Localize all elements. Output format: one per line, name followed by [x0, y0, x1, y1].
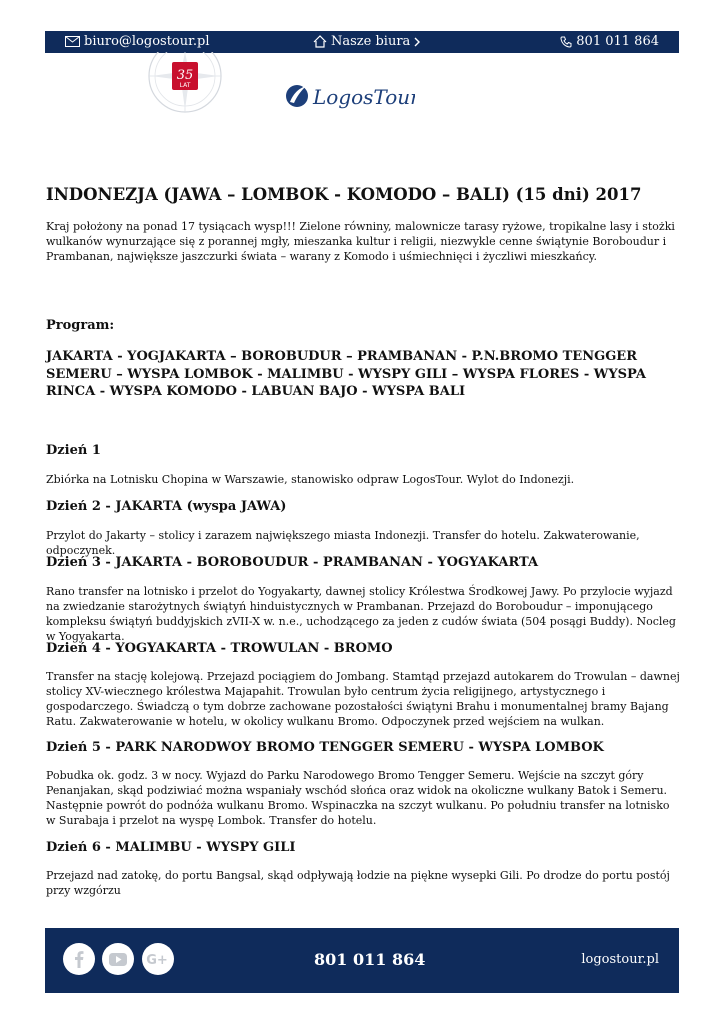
- day-text: Przejazd nad zatokę, do portu Bangsal, skąd odpływają łodzie na piękne wysepki Gili. Po drodze do portu postój przy wzgórzu: [46, 869, 670, 897]
- day-heading: Dzień 5 - PARK NARODWOY BROMO TENGGER SEMERU - WYSPA LOMBOK: [46, 740, 604, 755]
- day-heading: Dzień 4 - YOGYAKARTA - TROWULAN - BROMO: [46, 641, 393, 656]
- anniversary-badge: [146, 52, 224, 114]
- email-text: biuro@logostour.pl: [84, 34, 210, 49]
- page-title: INDONEZJA (JAWA – LOMBOK - KOMODO – BALI) (15 dni) 2017: [46, 185, 642, 204]
- logostour-logo[interactable]: [285, 76, 415, 116]
- youtube-button[interactable]: [102, 943, 134, 975]
- offices-link[interactable]: [313, 34, 421, 49]
- day-text: Pobudka ok. godz. 3 w nocy. Wyjazd do Parku Narodowego Bromo Tengger Semeru. Wejście na szczyt góry Penanjakan, skąd podziwiać można wspaniały wschód słońca oraz widok na okoliczne wulkany Batok i Semeru. Następnie powrót do podnóża wulkanu Bromo. Wspinaczka na szczyt wulkanu. Po południu transfer na lotnisko w Surabaja i przelot na wyspę Lombok. Transfer do hotelu.: [46, 769, 670, 827]
- badge-text: LAT: [179, 82, 191, 89]
- facebook-icon: [63, 943, 95, 975]
- envelope-icon: [65, 36, 80, 47]
- route-summary: JAKARTA - YOGJAKARTA – BOROBUDUR – PRAMBANAN - P.N.BROMO TENGGER SEMERU – WYSPA LOMBOK - MALIMBU - WYSPY GILI – WYSPA FLORES - WYSPA RINCA - WYSPA KOMODO - LABUAN BAJO - WYSPA BALI: [46, 349, 646, 399]
- logo-text: LogosTour: [313, 85, 415, 109]
- footer-phone[interactable]: 801 011 864: [314, 950, 426, 969]
- day-text: Zbiórka na Lotnisku Chopina w Warszawie, stanowisko odpraw LogosTour. Wylot do Indonezji.: [46, 473, 575, 486]
- day-text: Przylot do Jakarty – stolicy i zarazem największego miasta Indonezji. Transfer do hotelu. Zakwaterowanie, odpoczynek.: [46, 529, 640, 557]
- offices-text: Nasze biura: [331, 34, 411, 49]
- day-text: Transfer na stację kolejową. Przejazd pociągiem do Jombang. Stamtąd przejazd autokarem do Trowulan – dawnej stolicy XV-wiecznego królestwa Majapahit. Trowulan było centrum życia religijnego, artystycznego i gospodarczego. Świadczą o tym dobrze zachowane pozostałości świątyni Brahu i monumentalnej bramy Bajang Ratu. Zakwaterowanie w hotelu, w okolicy wulkanu Bromo. Odpoczynek przed wejściem na wulkan.: [46, 670, 680, 728]
- facebook-button[interactable]: [63, 943, 95, 975]
- day-heading: Dzień 1: [46, 443, 101, 458]
- badge-number: 35: [176, 68, 194, 83]
- footer-bar: [45, 928, 679, 993]
- home-icon: [313, 35, 327, 48]
- youtube-icon: [102, 943, 134, 975]
- chevron-right-icon: [414, 37, 421, 47]
- footer-website-link[interactable]: logostour.pl: [581, 952, 659, 967]
- google-plus-button[interactable]: [142, 943, 174, 975]
- program-label: Program:: [46, 318, 115, 333]
- day-heading: Dzień 6 - MALIMBU - WYSPY GILI: [46, 840, 296, 855]
- google-plus-icon: [142, 943, 174, 975]
- phone-text: 801 011 864: [576, 34, 659, 49]
- day-heading: Dzień 2 - JAKARTA (wyspa JAWA): [46, 499, 287, 514]
- top-contact-bar: [45, 31, 679, 53]
- intro-paragraph: Kraj położony na ponad 17 tysiącach wysp!!! Zielone równiny, malownicze tarasy ryżowe, tropikalne lasy i stożki wulkanów wynurzające się z porannej mgły, mieszanka kultur i religii, niezwykle cenne świątynie Boroboudur i Prambanan, największe jaszczurki świata – warany z Komodo i uśmiechnięci i życzliwi mieszkańcy.: [46, 220, 675, 263]
- email-link[interactable]: [65, 34, 210, 49]
- phone-link[interactable]: [560, 34, 659, 49]
- svg-text:G+: G+: [146, 953, 168, 968]
- phone-icon: [560, 36, 572, 48]
- day-heading: Dzień 3 - JAKARTA - BOROBOUDUR - PRAMBANAN - YOGYAKARTA: [46, 555, 539, 570]
- day-text: Rano transfer na lotnisko i przelot do Yogyakarty, dawnej stolicy Królestwa Środkowej Jawy. Po przylocie wyjazd na zwiedzanie starożytnych świątyń hinduistycznych w Prambanan. Przejazd do Boroboudur – imponującego kompleksu świątyń buddyjskich zVII-X w. n.e., uchodzącego za jeden z cudów świata (504 posągi Buddy). Nocleg w Yogyakarta.: [46, 585, 676, 643]
